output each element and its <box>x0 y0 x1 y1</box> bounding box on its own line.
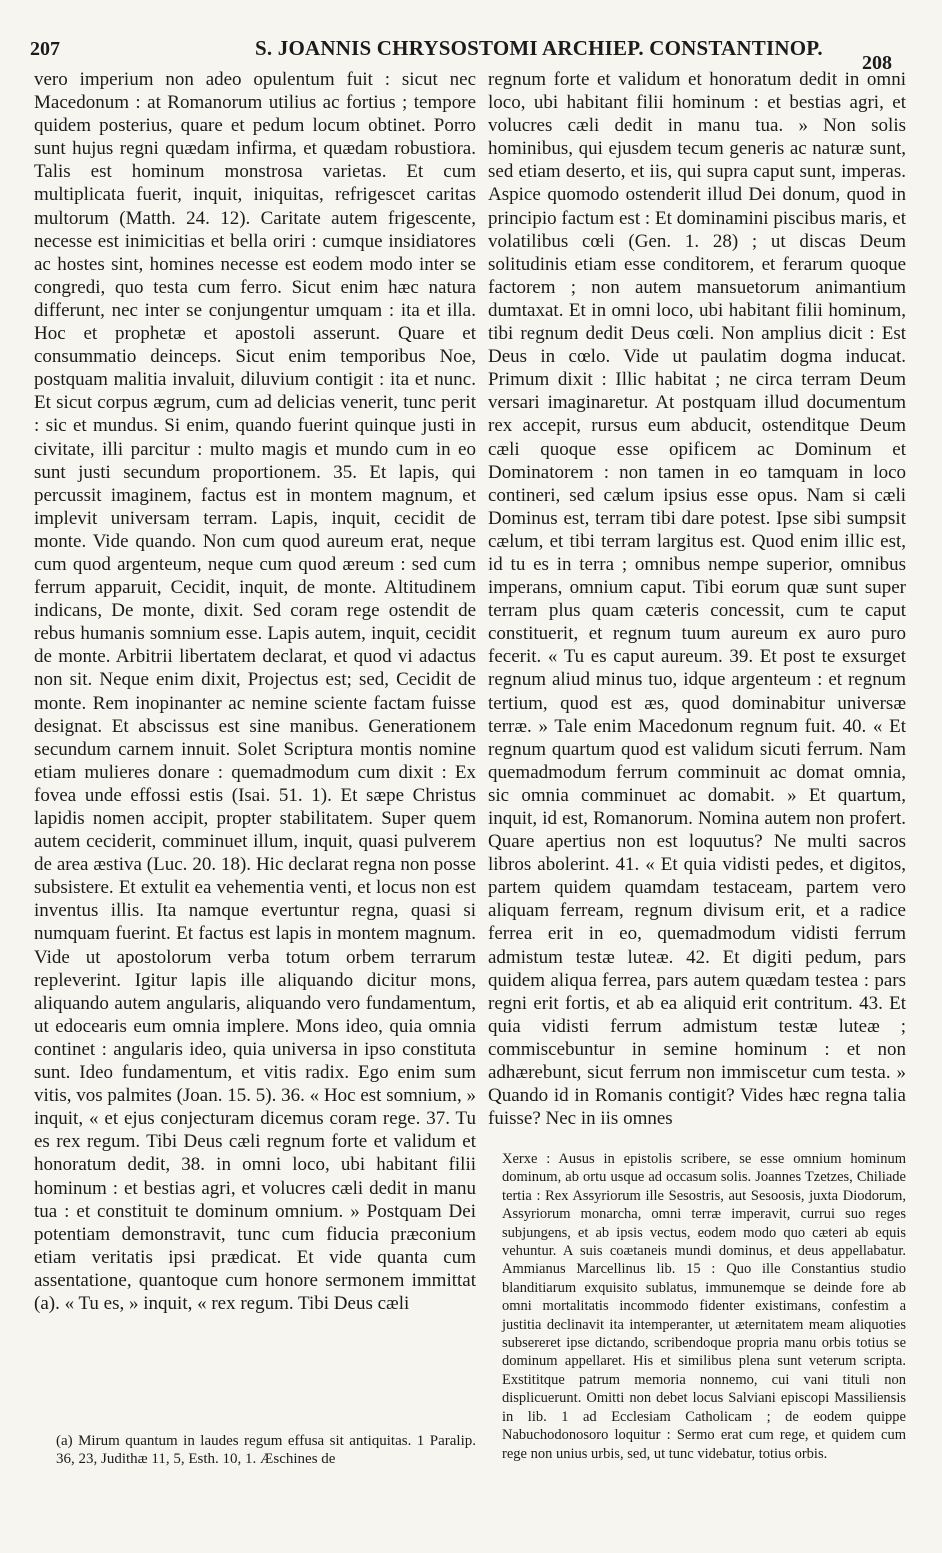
page-number-right: 208 <box>862 52 892 74</box>
left-column <box>34 68 476 1315</box>
footnote-right: Xerxe : Ausus in epistolis scribere, se esse omnium hominum dominum, ab ortu usque ad occasum solis. Joannes Tzetzes, Chiliade tertia : Rex Assyriorum ille Sesostris, aut Sesoosis, juxta Diodorum, Assyriorum monarcha, omni terræ imperavit, currui suo reges subjungens, et ab ipsis vectus, eodem modo quo cæteri ab equis vehuntur. A suis coætaneis mundi dominus, et deus appellabatur. Ammianus Marcellinus lib. 15 : Quo ille Constantius studio blanditiarum exquisito sublatus, immunemque se deinde fore ab omni mortalitatis incommodo fidenter existimans, confestim a justitia declinavit ita intemperanter, ut æternitatem meam aliquoties subsereret ipse dictando, scribendoque propria manu orbis totius se dominum appellaret. His et similibus plena sunt veterum scripta. Exstititque patrum memoria nonnemo, cui vani tituli non displicuerunt. Omitti non debet locus Salviani episcopi Massiliensis in lib. 1 ad Ecclesiam Catholicam ; de eodem quippe Nabuchodonosoro loquitur : Sermo erat cum rege, et quidem cum rege non unius urbis, sed, ut tunc videbatur, totius orbis. <box>502 1151 906 1462</box>
footnote-left: (a) Mirum quantum in laudes regum effusa sit antiquitas. 1 Paralip. 36, 23, Judithæ 11, 5, Esth. 10, 1. Æschines de <box>56 1433 476 1467</box>
page-number-left: 207 <box>30 38 60 60</box>
running-header <box>0 0 942 74</box>
right-column-text: regnum forte et validum et honoratum dedit in omni loco, ubi habitant filii hominum : et bestias agri, et volucres cæli dedit in manu tua. » Non solis hominibus, qui ejusdem tecum generis ac naturæ sunt, sed etiam deserto, et iis, qui supra caput sunt, imperas. Aspice quomodo ostenderit illud Dei donum, quod in principio factum est : Et dominamini piscibus maris, et volatilibus cœli (Gen. 1. 28) ; ut discas Deum solitudinis etiam esse conditorem, et ferarum quoque factorem ; non autem mansuetorum animantium dumtaxat. Et in omni loco, ubi habitant filii hominum, tibi regnum dedit Deus cœli. Non amplius dicit : Est Deus in cœlo. Vide ut paulatim dogma inducat. Primum dixit : Illic habitat ; ne circa terram Deum versari imaginaretur. At postquam illud documentum rex accepit, rursus eum abducit, ostenditque Deum cæli quoque esse opificem ac Dominum et Dominatorem : non tamen in eo tamquam in loco contineri, sed cælum ipsius esse opus. Nam si cæli Dominus est, terram tibi dare potest. Ipse sibi sumpsit cælum, et tibi terram largitus est. Quod enim illic est, id tu es in terra ; omnibus nempe superior, omnibus imperans, omnium caput. Tibi eorum quæ sunt super terram plus quam cæteris concessit, cum te caput constituerit, et regnum tuum aureum ex auro puro fecerit. « Tu es caput aureum. 39. Et post te exsurget regnum aliud minus tuo, idque argenteum : et regnum tertium, quod est æs, quod dominabitur universæ terræ. » Tale enim Macedonum regnum fuit. 40. « Et regnum quartum quod est validum sicuti ferrum. Nam quemadmodum ferrum comminuit ac domat omnia, sic omnia comminuet ac domabit. » Et quartum, inquit, id est, Romanorum. Nomina autem non profert. Quare apertius non est loquutus? Ne multi sacros libros abolerint. 41. « Et quia vidisti pedes, et digitos, partem quidem quamdam testaceam, partem vero aliquam ferream, regnum divisum erit, et a radice ferrea erit in eo, quemadmodum vidisti ferrum admistum testæ luteæ. 42. Et digiti pedum, pars quidem aliqua ferrea, pars autem quædam testea : pars regni erit fortis, et ab ea aliquid erit contritum. 43. Et quia vidisti ferrum admistum testæ luteæ ; commiscebuntur in semine hominum : et non adhærebunt, sicut ferrum non immiscetur cum testa. » Quando id in Romanis contigit? Vides hæc regna talia fuisse? Nec in iis omnes <box>488 69 906 1130</box>
left-column-text: vero imperium non adeo opulentum fuit : sicut nec Macedonum : at Romanorum utilius ac fortius ; tempore quidem posterius, quare et pedum locum obtinet. Porro sunt hujus regni quædam infirma, et quædam robustiora. Talis est hominum monstrosa varietas. Et cum multiplicata fuerit, inquit, iniquitas, refrigescet caritas multorum (Matth. 24. 12). Caritate autem frigescente, necesse est inimicitias et bella oriri : cumque insidiatores ac hostes sint, homines necesse est eodem modo inter se congredi, quo testa cum ferro. Sicut enim hæc natura differunt, nec inter se conjungentur umquam : ita et illa. Hoc et prophetæ et apostoli asserunt. Quare et consummatio deinceps. Sicut enim temporibus Noe, postquam malitia invaluit, diluvium contigit : ita et nunc. Et sicut corpus ægrum, cum ad delicias venerit, tunc perit : sic et mundus. Si enim, quando fuerint quinque justi in civitate, illi parcitur : multo magis et mundo cum in eo sunt justi secundum proportionem. 35. Et lapis, qui percussit imaginem, factus est in montem magnum, et implevit universam terram. Lapis, inquit, cecidit de monte. Vide quando. Non cum quod aureum erat, neque cum quod argenteum, neque cum quod æreum : sed cum ferrum apparuit, Cecidit, inquit, de monte. Altitudinem indicans, De monte, dixit. Sed coram rege ostendit de rebus humanis somnium esse. Lapis autem, inquit, cecidit de monte. Arbitrii libertatem declarat, et quod vi adactus non sit. Neque enim dixit, Projectus est; sed, Cecidit de monte. Rem inopinanter ac nemine sciente factam fuisse designat. Et abscissus est sine manibus. Generationem secundum carnem innuit. Solet Scriptura montis nomine etiam mulieres donare : quemadmodum cum dixit : Ex fovea unde effossi estis (Isai. 51. 1). Et sæpe Christus lapidis nomen accipit, propter stabilitatem. Super quem autem ceciderit, comminuet illum, inquit, quasi pulverem de area æstiva (Luc. 20. 18). Hic declarat regna non posse subsistere. Et extulit ea vehementia venti, et locus non est inventus illis. Ita namque evertuntur regna, quasi si numquam fuerint. Et factus est lapis in montem magnum. Vide ut apostolorum verba totum orbem terrarum repleverint. Igitur lapis ille aliquando dicitur mons, aliquando autem angularis, aliquando vero fundamentum, ut edocearis eum omnia implere. Mons ideo, quia omnia continet : angularis ideo, quia universa in ipso constituta sunt. Ideo fundamentum, et vitis radix. Ego enim sum vitis, vos palmites (Joan. 15. 5). 36. « Hoc est somnium, » inquit, « et ejus conjecturam dicemus coram rege. 37. Tu es rex regum. Tibi Deus cæli regnum forte et validum et honoratum dedit, 38. in omni loco, ubi habitant filii hominum : et bestias agri, et volucres cæli dedit in manu tua : et constituit te dominum omnium. » Postquam Dei potentiam demonstravit, tunc cum fiducia præconium etiam veritatis ipsi prædicat. Et vide quanta cum assentatione, quantoque cum honore sermonem immittat (a). « Tu es, » inquit, « rex regum. Tibi Deus cæli <box>34 69 476 1314</box>
right-column <box>488 68 906 1130</box>
running-title: S. JOANNIS CHRYSOSTOMI ARCHIEP. CONSTANTINOP. <box>255 36 823 60</box>
